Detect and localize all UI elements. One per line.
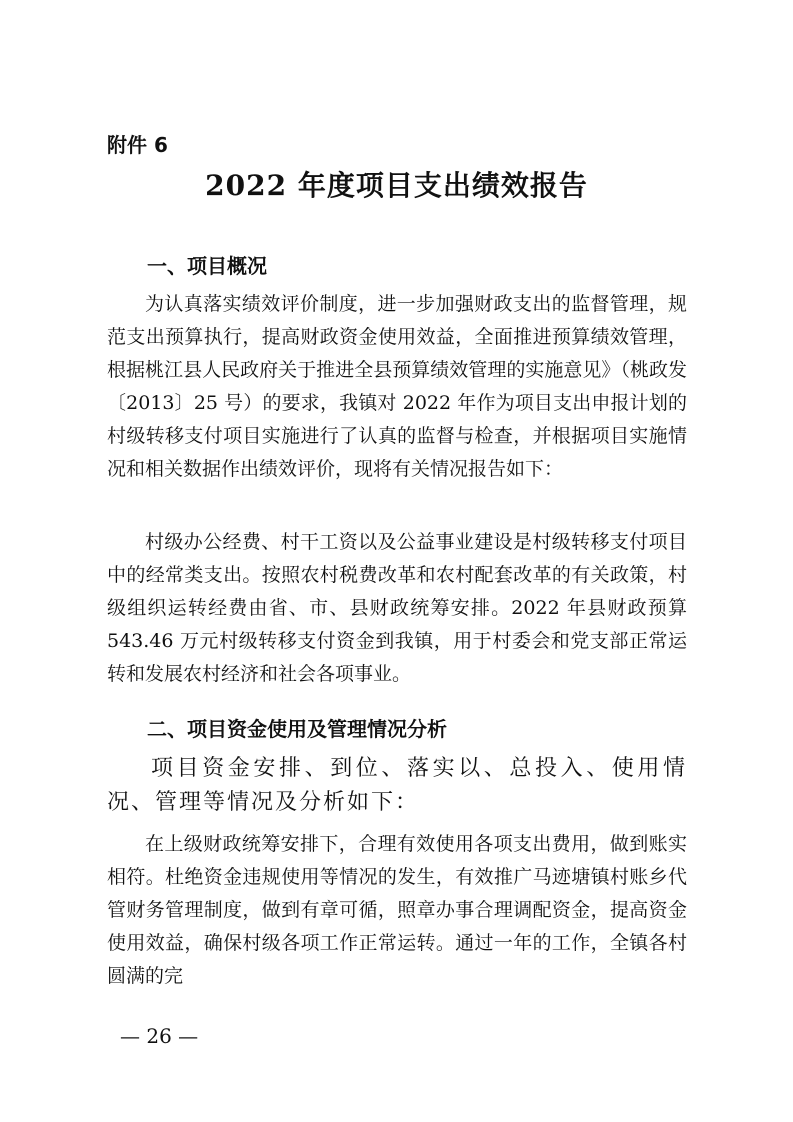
page-title: 2022 年度项目支出绩效报告 xyxy=(205,169,588,202)
section-heading-analysis: 二、项目资金使用及管理情况分析 xyxy=(147,717,447,741)
paragraph-analysis-intro: 项目资金安排、到位、落实以、总投入、使用情况、管理等情况及分析如下： xyxy=(107,756,687,815)
paragraph-overview-intro: 为认真落实绩效评价制度，进一步加强财政支出的监督管理，规范支出预算执行，提高财政资金使用效益，全面推进预算绩效管理，根据桃江县人民政府关于推进全县预算绩效管理的实施意见》（桃政发〔2013〕25 号）的要求，我镇对 2022 年作为项目支出申报计划的村级转移支付项目实施进行了认真的监督与检查，并根据项目实施情况和相关数据作出绩效评价，现将有关情况报告如下： xyxy=(107,293,687,480)
page-number: — 26 — xyxy=(120,1024,199,1048)
section-heading-overview: 一、项目概况 xyxy=(147,254,267,278)
paragraph-analysis-detail: 在上级财政统筹安排下，合理有效使用各项支出费用，做到账实相符。杜绝资金违规使用等情况的发生，有效推广马迹塘镇村账乡代管财务管理制度，做到有章可循，照章办事合理调配资金，提高资金使用效益，确保村级各项工作正常运转。通过一年的工作，全镇各村圆满的完 xyxy=(107,833,687,987)
paragraph-overview-funding: 村级办公经费、村干工资以及公益事业建设是村级转移支付项目中的经常类支出。按照农村税费改革和农村配套改革的有关政策，村级组织运转经费由省、市、县财政统筹安排。2022 年县财政预算 543.46 万元村级转移支付资金到我镇，用于村委会和党支部正常运转和发展农村经济和社会各项事业。 xyxy=(107,531,687,685)
attachment-label: 附件 6 xyxy=(107,133,168,157)
